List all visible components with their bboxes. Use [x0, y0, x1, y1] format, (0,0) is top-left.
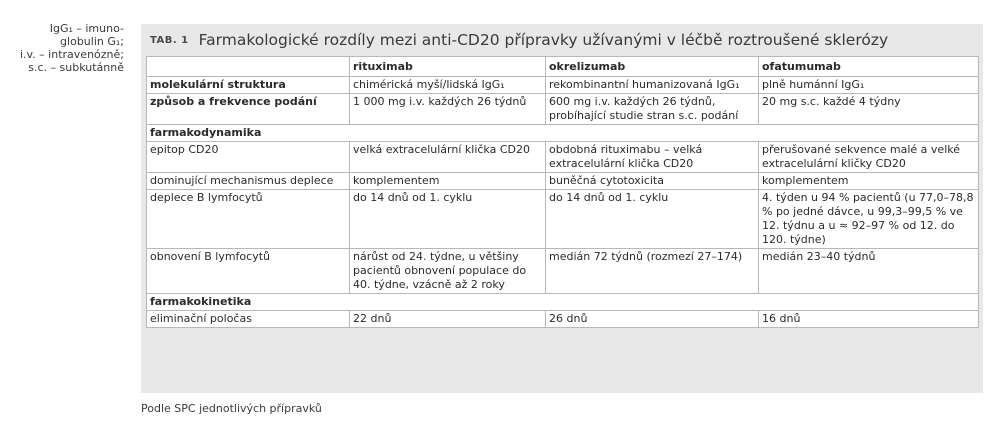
table-cell: 600 mg i.v. každých 26 týdnů, probíhající studie stran s.c. podání: [546, 94, 759, 125]
table-cell: rekombinantní humanizovaná IgG₁: [546, 77, 759, 94]
table-row: [147, 190, 979, 249]
abbreviation-line: i.v. – intravenózně;: [19, 48, 124, 61]
table-cell: chimérická myší/lidská IgG₁: [350, 77, 546, 94]
table-row: [147, 94, 979, 125]
table-row: [147, 142, 979, 173]
table-cell: plně humánní IgG₁: [759, 77, 979, 94]
column-header-empty: [147, 57, 350, 77]
row-label: obnovení B lymfocytů: [147, 249, 350, 294]
table-cell: do 14 dnů od 1. cyklu: [546, 190, 759, 249]
column-header-rituximab: rituximab: [350, 57, 546, 77]
table-cell: obdobná rituximabu – velká extracelulární klička CD20: [546, 142, 759, 173]
column-header-okrelizumab: okrelizumab: [546, 57, 759, 77]
abbreviation-line: s.c. – subkutánně: [28, 61, 124, 74]
row-label: epitop CD20: [147, 142, 350, 173]
row-label: způsob a frekvence podání: [147, 94, 350, 125]
table-cell: 16 dnů: [759, 311, 979, 328]
table-cell: buněčná cytotoxicita: [546, 173, 759, 190]
table-cell: medián 72 týdnů (rozmezí 27–174): [546, 249, 759, 294]
table-row: [147, 311, 979, 328]
table-cell: do 14 dnů od 1. cyklu: [350, 190, 546, 249]
table-cell: komplementem: [350, 173, 546, 190]
row-label: dominující mechanismus deplece: [147, 173, 350, 190]
abbreviation-line: globulin G₁;: [60, 35, 124, 48]
table-title: Farmakologické rozdíly mezi anti-CD20 přípravky užívanými v léčbě roztroušené sklerózy: [198, 31, 889, 49]
row-label: eliminační poločas: [147, 311, 350, 328]
section-row: [147, 125, 979, 142]
table-cell: komplementem: [759, 173, 979, 190]
table-cell: nárůst od 24. týdne, u většiny pacientů obnovení populace do 40. týdne, vzácně až 2 roky: [350, 249, 546, 294]
section-row: [147, 294, 979, 311]
table-cell: 4. týden u 94 % pacientů (u 77,0–78,8 % po jedné dávce, u 99,3–99,5 % ve 12. týdnu a u ≈ 92–97 % od 12. do 120. týdne): [759, 190, 979, 249]
table-cell: 22 dnů: [350, 311, 546, 328]
table-row: [147, 77, 979, 94]
table-cell: velká extracelulární klička CD20: [350, 142, 546, 173]
section-heading: farmakodynamika: [147, 125, 979, 142]
table-cell: 1 000 mg i.v. každých 26 týdnů: [350, 94, 546, 125]
abbreviation-line: IgG₁ – imuno-: [49, 22, 124, 35]
row-label: molekulární struktura: [147, 77, 350, 94]
table-panel: [141, 24, 983, 393]
table-row: [147, 249, 979, 294]
row-label: deplece B lymfocytů: [147, 190, 350, 249]
abbreviations-note: [0, 22, 124, 74]
table-cell: 26 dnů: [546, 311, 759, 328]
table-cell: přerušované sekvence malé a velké extracelulární kličky CD20: [759, 142, 979, 173]
comparison-table: [146, 56, 979, 328]
table-row: [147, 173, 979, 190]
table-cell: medián 23–40 týdnů: [759, 249, 979, 294]
table-source-note: Podle SPC jednotlivých přípravků: [141, 402, 322, 415]
table-number: TAB. 1: [150, 34, 189, 46]
section-heading: farmakokinetika: [147, 294, 979, 311]
table-title-bar: [141, 24, 983, 56]
table-header-row: [147, 57, 979, 77]
column-header-ofatumumab: ofatumumab: [759, 57, 979, 77]
table-cell: 20 mg s.c. každé 4 týdny: [759, 94, 979, 125]
